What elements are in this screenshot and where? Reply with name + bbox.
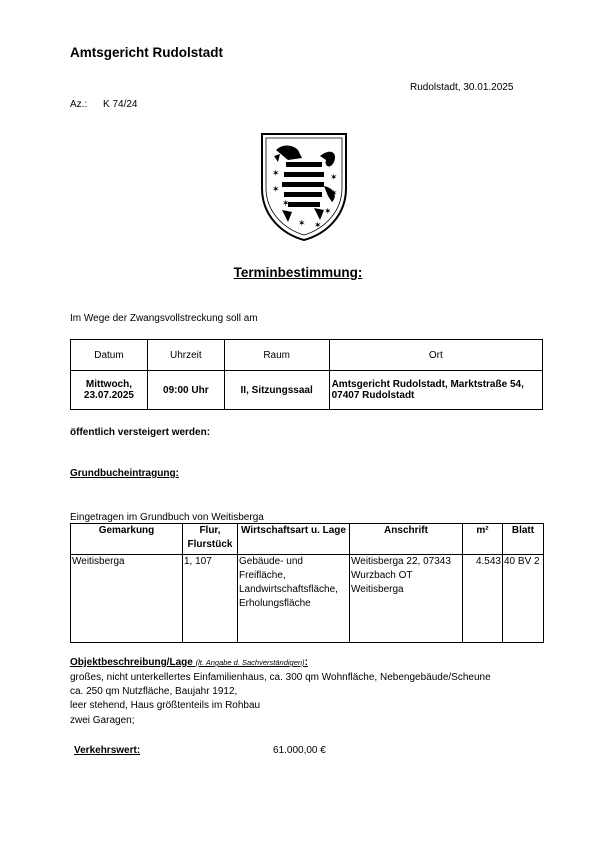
cell-flur: 1, 107 [183, 555, 238, 643]
table-header-row [71, 524, 544, 555]
header-uhrzeit: Uhrzeit [147, 340, 224, 371]
cell-gemarkung: Weitisberga [71, 555, 183, 643]
description-line: ca. 250 qm Nutzfläche, Baujahr 1912, [70, 686, 238, 698]
header-blatt: Blatt [503, 524, 544, 555]
grundbuch-heading: Grundbucheintragung: [70, 468, 179, 479]
header-wirtschaftsart: Wirtschaftsart u. Lage [238, 524, 350, 555]
description-line: großes, nicht unterkellertes Einfamilienhaus, ca. 300 qm Wohnfläche, Nebengebäude/Scheune [70, 672, 491, 683]
cell-anschrift: Weitisberga 22, 07343 Wurzbach OT Weitisberga [350, 555, 463, 643]
object-description [70, 671, 491, 728]
object-description-heading [70, 657, 308, 668]
intro-text: Im Wege der Zwangsvollstreckung soll am [70, 313, 258, 324]
page-title: Terminbestimmung: [233, 265, 363, 280]
cell-location: Amtsgericht Rudolstadt, Marktstraße 54, 07407 Rudolstadt [329, 371, 542, 410]
grundbuch-intro: Eingetragen im Grundbuch von Weitisberga [70, 512, 264, 523]
cell-blatt: 40 BV 2 [503, 555, 544, 643]
court-name: Amtsgericht Rudolstadt [70, 45, 224, 60]
svg-text:✶: ✶ [272, 169, 280, 179]
table-row [71, 555, 544, 643]
table-header-row [71, 340, 543, 371]
svg-text:✶: ✶ [324, 207, 332, 217]
svg-text:✶: ✶ [314, 221, 322, 231]
cell-room: II, Sitzungssaal [224, 371, 329, 410]
cell-m2: 4.543 [463, 555, 503, 643]
object-heading-text: Objektbeschreibung/Lage [70, 657, 193, 668]
header-gemarkung: Gemarkung [71, 524, 183, 555]
description-line: zwei Garagen; [70, 714, 135, 726]
svg-text:✶: ✶ [282, 199, 290, 209]
object-heading-colon: : [304, 657, 308, 668]
object-heading-note: (lt. Angabe d. Sachverständigen) [195, 658, 305, 667]
thuringia-coat-of-arms-icon [258, 130, 350, 242]
header-anschrift: Anschrift [350, 524, 463, 555]
file-number-value: K 74/24 [103, 99, 138, 110]
grundbuch-table [70, 523, 544, 643]
place-date: Rudolstadt, 30.01.2025 [410, 82, 514, 93]
svg-text:✶: ✶ [330, 189, 338, 199]
header-m2: m² [463, 524, 503, 555]
header-raum: Raum [224, 340, 329, 371]
cell-date: Mittwoch, 23.07.2025 [71, 371, 148, 410]
header-datum: Datum [71, 340, 148, 371]
header-flur: Flur, Flurstück [183, 524, 238, 555]
cell-wirtschaftsart: Gebäude- und Freifläche, Landwirtschaftsfläche, Erholungsfläche [238, 555, 350, 643]
appointment-table [70, 339, 543, 410]
svg-text:✶: ✶ [298, 219, 306, 229]
table-row [71, 371, 543, 410]
market-value-label: Verkehrswert: [74, 745, 141, 756]
svg-text:✶: ✶ [330, 173, 338, 183]
market-value: 61.000,00 € [273, 745, 326, 756]
cell-time: 09:00 Uhr [147, 371, 224, 410]
file-number-label: Az.: [70, 99, 88, 110]
description-line: leer stehend, Haus größtenteils im Rohbau [70, 700, 261, 712]
auction-statement: öffentlich versteigert werden: [70, 427, 211, 438]
svg-text:✶: ✶ [272, 185, 280, 195]
header-ort: Ort [329, 340, 542, 371]
